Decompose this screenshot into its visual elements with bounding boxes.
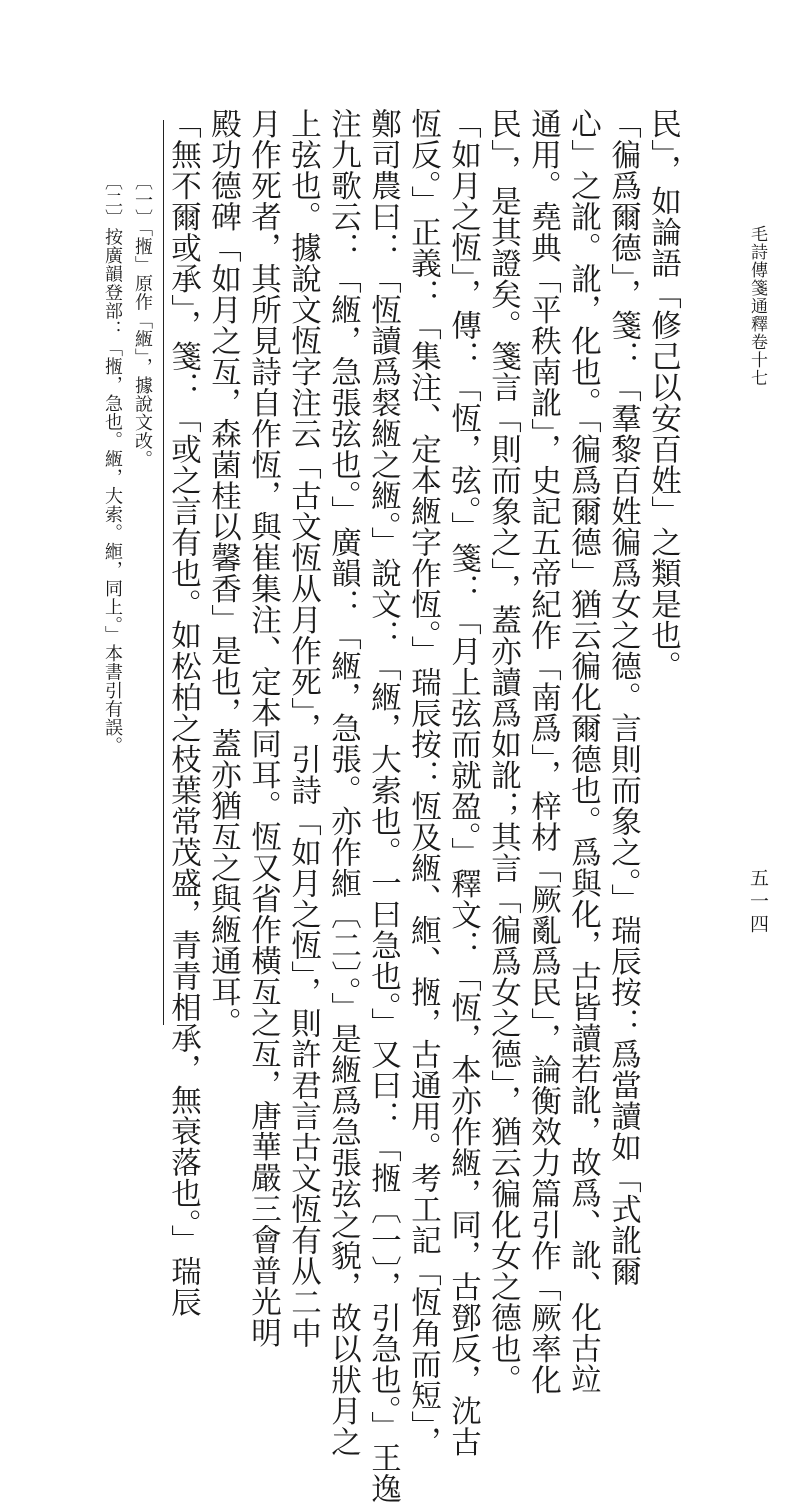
- page-number: 五一四: [747, 868, 769, 937]
- text-column: 「徧爲爾德」，箋：「羣黎百姓徧爲女之德。言則而象之。」瑞辰按：爲當讀如「式訛爾: [605, 108, 641, 1287]
- text-column: 民」，是其證矣。箋言「則而象之」，蓋亦讀爲如訛；其言「徧爲女之德」，猶云徧化女之德也。: [485, 108, 521, 1396]
- text-column: 「如月之恆」，傳：「恆，弦。」箋：「月上弦而就盈。」釋文：「恆，本亦作緪，同，古鄧反，沈古: [445, 108, 481, 1458]
- text-column: 恆反。」正義：「集注、定本緪字作恆。」瑞辰按：恆及緪、縆、揯，古通用。考工記「恆角而短」，: [405, 108, 441, 1458]
- text-column: 月作死者，其所見詩自作恆，與崔集注、定本同耳。恆又省作橫亙之亙，唐華嚴三會普光明: [245, 108, 281, 1348]
- text-column: 通用。堯典「平秩南訛」，史記五帝紀作「南爲」，梓材「厥亂爲民」，論衡效力篇引作「厥率化: [525, 108, 561, 1396]
- text-column: 殿功德碑「如月之亙，森菌桂以馨香」是也，蓋亦猶亙之與緪通耳。: [205, 108, 241, 1038]
- text-column: 民」，如論語「修己以安百姓」之類是也。: [645, 108, 681, 682]
- footnote: 〔二〕按廣韻登部：「揯，急也。緪，大索。縆，同上。」本書引有誤。: [102, 172, 123, 755]
- text-column: 注九歌云：「緪，急張弦也。」廣韻：「緪，急張。亦作縆〔二〕。」是緪爲急張弦之貌，故以狀月之: [325, 108, 361, 1458]
- footnote-divider: [163, 120, 164, 1025]
- text-column: 「無不爾或承」，箋：「或之言有也。如松柏之枝葉常茂盛，青青相承，無衰落也。」瑞辰: [165, 108, 201, 1318]
- text-column: 心」之訛。訛，化也。「徧爲爾德」猶云徧化爾德也。爲與化，古皆讀若訛，故爲、訛、化古竝: [565, 108, 601, 1395]
- text-column: 鄭司農曰：「恆讀爲裻緪之緪。」說文：「緪，大索也。一曰急也。」又曰：「揯〔一〕，引急也。」王逸: [365, 108, 401, 1504]
- footnote: 〔一〕「揯」原作「緪」，據說文改。: [132, 172, 153, 469]
- text-column: 上弦也。據說文恆字注云「古文恆从月作死」，引詩「如月之恆」，則許君言古文恆有从二中: [285, 108, 321, 1349]
- running-header: 毛詩傳箋通釋卷十七: [747, 225, 767, 387]
